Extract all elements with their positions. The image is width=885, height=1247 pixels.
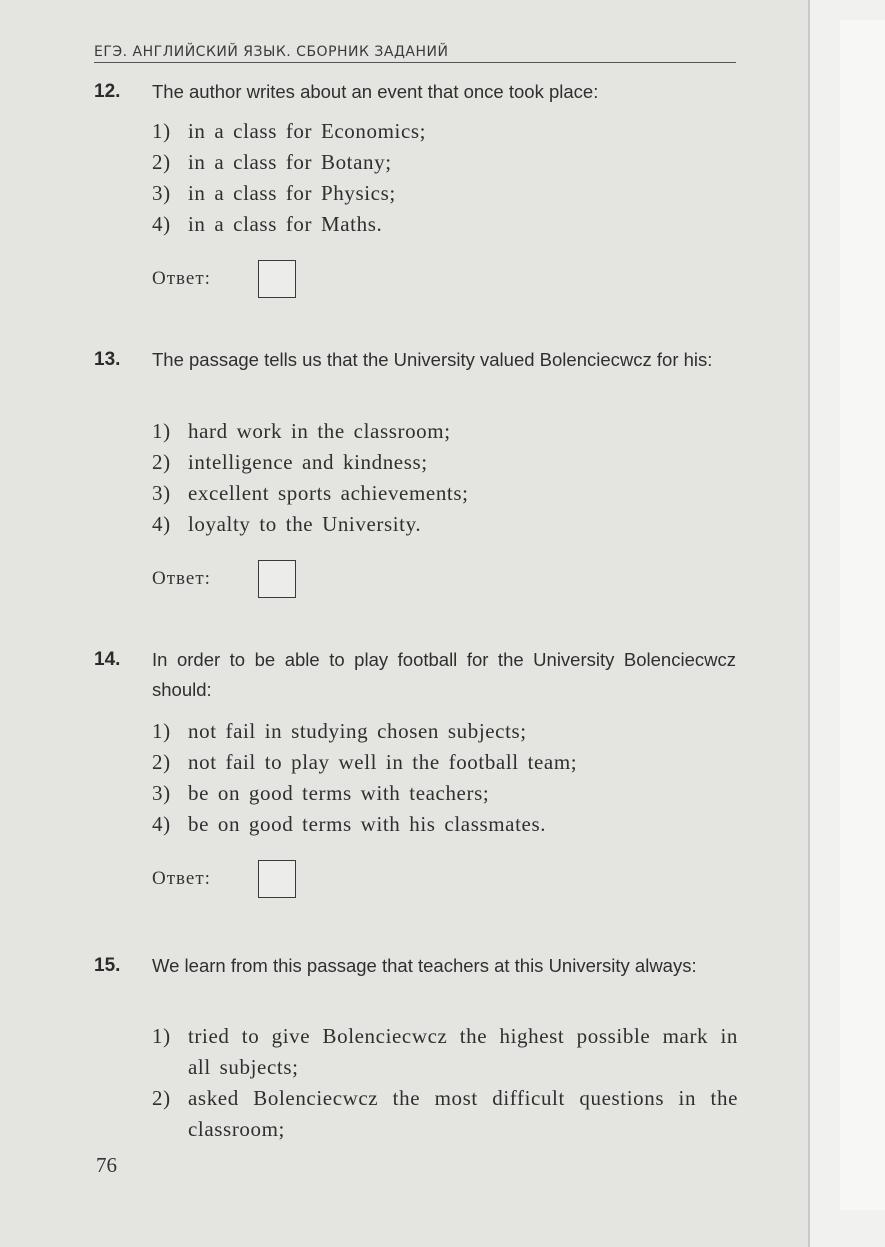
option-text: be on good terms with teachers; xyxy=(188,781,490,805)
option-text: not fail in studying chosen subjects; xyxy=(188,719,527,743)
question-15-options xyxy=(152,1021,738,1145)
answer-label: Ответ: xyxy=(152,568,211,589)
option-item xyxy=(152,416,738,447)
option-item xyxy=(152,809,738,840)
option-item xyxy=(152,1021,738,1083)
question-12-text: The author writes about an event that once took place: xyxy=(152,81,599,102)
option-number: 3) xyxy=(152,481,171,505)
option-text: in a class for Economics; xyxy=(188,119,427,143)
question-15-text: We learn from this passage that teachers at this University always: xyxy=(152,955,697,976)
question-12-answer xyxy=(152,260,296,298)
question-13-answer xyxy=(152,560,296,598)
page-edge xyxy=(808,0,885,1247)
option-text: excellent sports achievements; xyxy=(188,481,469,505)
answer-box[interactable] xyxy=(258,860,296,898)
question-12-options xyxy=(152,116,738,240)
option-item xyxy=(152,778,738,809)
answer-label: Ответ: xyxy=(152,868,211,889)
option-text: loyalty to the University. xyxy=(188,512,422,536)
option-number: 1) xyxy=(152,719,171,743)
question-12-number: 12. xyxy=(94,81,121,102)
answer-box[interactable] xyxy=(258,560,296,598)
question-14-text: In order to be able to play football for the University Bolenciecwcz should: xyxy=(152,649,736,700)
question-13-text: The passage tells us that the University valued Bolenciecwcz for his: xyxy=(152,349,713,370)
option-text: intelligence and kindness; xyxy=(188,450,428,474)
option-text: be on good terms with his classmates. xyxy=(188,812,547,836)
option-text: in a class for Botany; xyxy=(188,150,392,174)
option-number: 1) xyxy=(152,1024,171,1048)
question-15-number: 15. xyxy=(94,955,121,976)
option-number: 2) xyxy=(152,750,171,774)
question-14-answer xyxy=(152,860,296,898)
answer-label: Ответ: xyxy=(152,268,211,289)
page-edge-highlight xyxy=(840,20,885,1210)
option-number: 4) xyxy=(152,212,171,236)
option-item xyxy=(152,478,738,509)
option-number: 3) xyxy=(152,781,171,805)
answer-box[interactable] xyxy=(258,260,296,298)
option-item xyxy=(152,716,738,747)
option-item xyxy=(152,509,738,540)
option-item xyxy=(152,147,738,178)
option-number: 4) xyxy=(152,812,171,836)
option-item xyxy=(152,116,738,147)
option-text: in a class for Maths. xyxy=(188,212,383,236)
option-text: asked Bolenciecwcz the most difficult questions in the classroom; xyxy=(188,1086,738,1141)
option-text: hard work in the classroom; xyxy=(188,419,451,443)
option-text: tried to give Bolenciecwcz the highest possible mark in all subjects; xyxy=(188,1024,738,1079)
option-number: 2) xyxy=(152,450,171,474)
option-item xyxy=(152,178,738,209)
question-13-number: 13. xyxy=(94,349,121,370)
option-item xyxy=(152,747,738,778)
option-number: 1) xyxy=(152,119,171,143)
page-number: 76 xyxy=(96,1153,117,1177)
option-text: not fail to play well in the football team; xyxy=(188,750,578,774)
option-number: 3) xyxy=(152,181,171,205)
question-14-number: 14. xyxy=(94,649,121,670)
question-13-options xyxy=(152,416,738,540)
option-number: 1) xyxy=(152,419,171,443)
option-text: in a class for Physics; xyxy=(188,181,396,205)
option-number: 2) xyxy=(152,1086,171,1110)
option-item xyxy=(152,209,738,240)
option-item xyxy=(152,447,738,478)
question-14-options xyxy=(152,716,738,840)
running-header: ЕГЭ. АНГЛИЙСКИЙ ЯЗЫК. СБОРНИК ЗАДАНИЙ xyxy=(94,44,736,63)
option-number: 4) xyxy=(152,512,171,536)
option-number: 2) xyxy=(152,150,171,174)
option-item xyxy=(152,1083,738,1145)
